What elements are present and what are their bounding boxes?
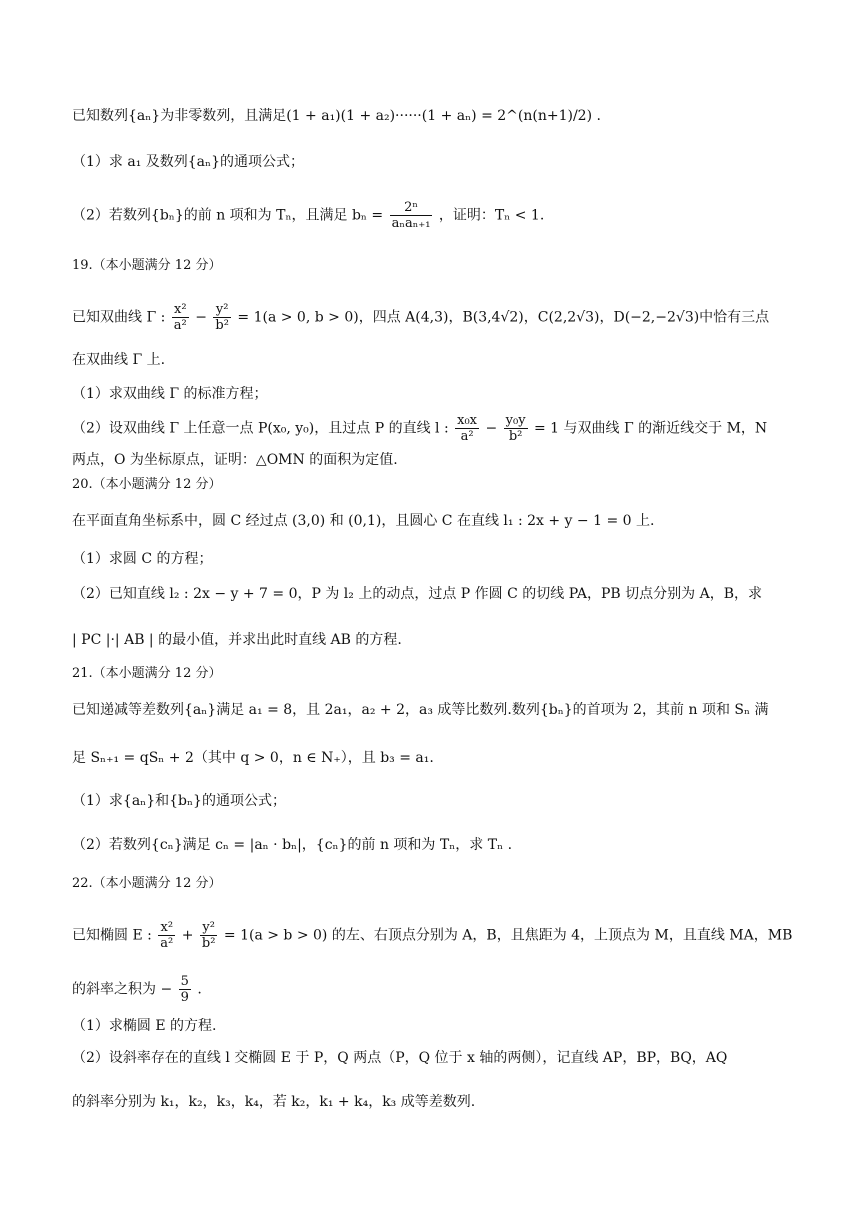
problem-20-header: 20.（本小题满分 12 分） <box>72 477 222 492</box>
problem-20-statement: 在平面直角坐标系中，圆 C 经过点 (3,0) 和 (0,1)，且圆心 C 在直线 l₁ : 2x + y − 1 = 0 上. <box>72 513 655 529</box>
problem-22-header: 22.（本小题满分 12 分） <box>72 876 222 891</box>
problem-21-part-2: （2）若数列{cₙ}满足 cₙ = |aₙ · bₙ|，{cₙ}的前 n 项和为 Tₙ，求 Tₙ . <box>72 837 513 853</box>
problem-19-statement: 已知双曲线 Γ : $\frac{\text{x²}}{\text{a²}}$ − $\frac{\text{y²}}{\text{b²}}$ = 1(a > 0, b > 0)，四点 A(4,3)，B(3,4√2)，C(2,2√3)，D(−2,−2√3)中恰有三点 <box>72 302 770 333</box>
problem-22-part-2-cont: 的斜率分别为 k₁，k₂，k₃，k₄，若 k₂，k₁ + k₄，k₃ 成等差数列. <box>72 1094 476 1110</box>
problem-22-part-2: （2）设斜率存在的直线 l 交椭圆 E 于 P，Q 两点（P，Q 位于 x 轴的两侧），记直线 AP，BP，BQ，AQ <box>72 1050 728 1066</box>
fraction: $\frac{\text{y²}}{\text{b²}}$ <box>215 302 229 333</box>
problem-20-part-2-cont: | PC |·| AB | 的最小值，并求出此时直线 AB 的方程. <box>72 632 402 648</box>
problem-18-part-2: （2）若数列{bₙ}的前 n 项和为 Tₙ，且满足 bₙ = $\frac{\text{2ⁿ}}{\text{aₙaₙ₊₁}}$ ，证明：Tₙ < 1. <box>72 200 545 231</box>
problem-19-part-2: （2）设双曲线 Γ 上任意一点 P(x₀, y₀)，且过点 P 的直线 l : $\frac{\text{x₀x}}{\text{a²}}$ − $\frac{\text{y₀y}}{\text{b²}}$ = 1 与双曲线 Γ 的渐近线交于 M，N <box>72 413 768 444</box>
problem-18-part-1: （1）求 a₁ 及数列{aₙ}的通项公式； <box>72 154 304 170</box>
fraction: $\frac{\text{x²}}{\text{a²}}$ <box>173 302 187 333</box>
problem-19-statement-cont: 在双曲线 Γ 上. <box>72 352 166 368</box>
problem-21-statement-cont: 足 Sₙ₊₁ = qSₙ + 2（其中 q > 0，n ∈ N₊），且 b₃ = a₁. <box>72 750 434 766</box>
problem-18-statement: 已知数列{aₙ}为非零数列，且满足(1 + a₁)(1 + a₂)······(1 + aₙ) = 2^(n(n+1)/2) . <box>72 108 601 124</box>
problem-19-part-2-cont: 两点，O 为坐标原点，证明：△OMN 的面积为定值. <box>72 452 398 468</box>
problem-22-statement: 已知椭圆 E : $\frac{\text{x²}}{\text{a²}}$ + $\frac{\text{y²}}{\text{b²}}$ = 1(a > b > 0) 的左、右顶点分别为 A，B，且焦距为 4，上顶点为 M，且直线 MA，MB <box>72 920 793 951</box>
problem-21-part-1: （1）求{aₙ}和{bₙ}的通项公式； <box>72 793 286 809</box>
problem-20-part-2: （2）已知直线 l₂ : 2x − y + 7 = 0，P 为 l₂ 上的动点，过点 P 作圆 C 的切线 PA，PB 切点分别为 A，B，求 <box>72 586 762 602</box>
fraction: $\frac{\text{2ⁿ}}{\text{aₙaₙ₊₁}}$ <box>391 200 431 231</box>
fraction: $\frac{\text{x₀x}}{\text{a²}}$ <box>457 413 477 444</box>
fraction: $\frac{\text{y²}}{\text{b²}}$ <box>201 920 216 951</box>
problem-19-part-1: （1）求双曲线 Γ 的标准方程； <box>72 386 268 402</box>
fraction: $\frac{\text{y₀y}}{\text{b²}}$ <box>505 413 526 444</box>
problem-20-part-1: （1）求圆 C 的方程； <box>72 551 213 567</box>
problem-22-part-1: （1）求椭圆 E 的方程. <box>72 1018 217 1034</box>
problem-21-statement: 已知递减等差数列{aₙ}满足 a₁ = 8，且 2a₁，a₂ + 2，a₃ 成等比数列.数列{bₙ}的首项为 2，其前 n 项和 Sₙ 满 <box>72 702 769 718</box>
problem-21-header: 21.（本小题满分 12 分） <box>72 666 222 681</box>
fraction: $\frac{\text{x²}}{\text{a²}}$ <box>160 920 174 951</box>
problem-22-statement-cont: 的斜率之积为 − $\frac{5}{9}$ . <box>72 974 202 1005</box>
fraction: $\frac{5}{9}$ <box>180 974 189 1005</box>
problem-19-header: 19.（本小题满分 12 分） <box>72 258 222 273</box>
